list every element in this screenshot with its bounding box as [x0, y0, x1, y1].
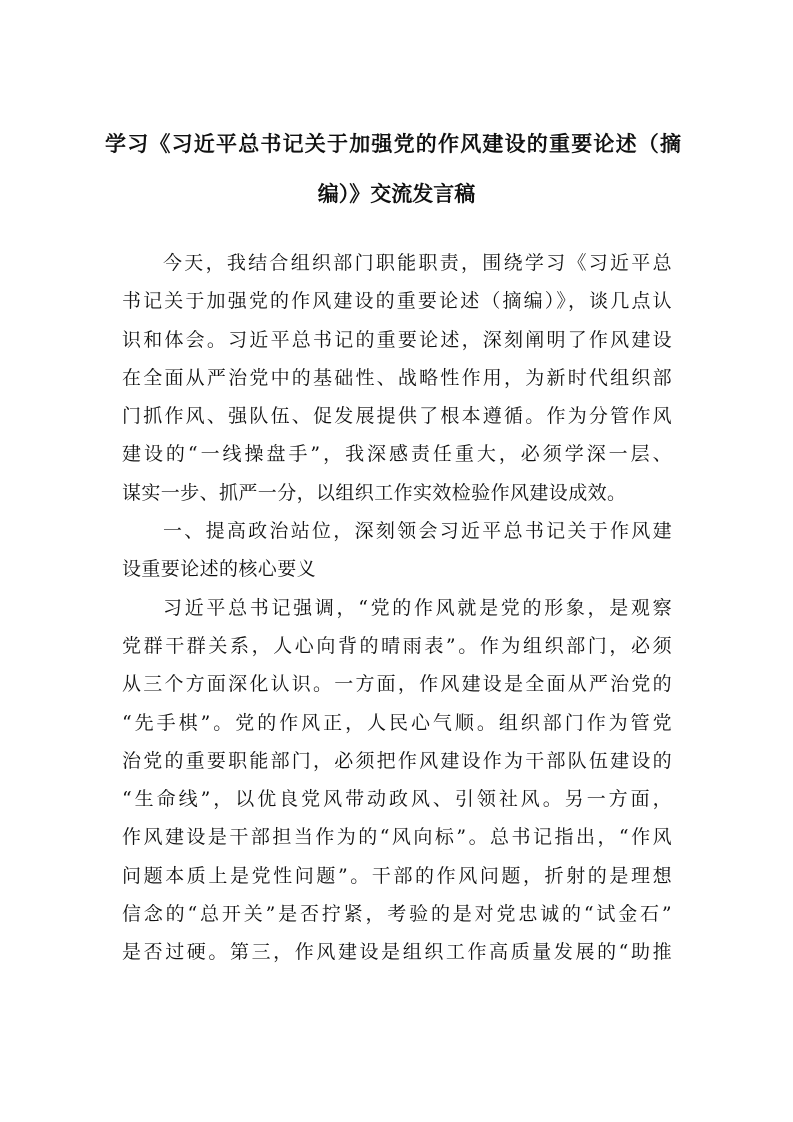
document-title-line-2: 编）》交流发言稿 [317, 181, 476, 206]
body-text-line: 谋实一步、抓严一分，以组织工作实效检验作风建设成效。 [122, 481, 627, 504]
body-text-line: 书记关于加强党的作风建设的重要论述（摘编）》，谈几点认 [122, 290, 672, 313]
body-text-line: 今天，我结合组织部门职能职责，围绕学习《习近平总 [163, 252, 672, 274]
document-title-line-1: 学习《习近平总书记关于加强党的作风建设的重要论述（摘 [105, 131, 683, 156]
body-text-line: 一、提高政治站位，深刻领会习近平总书记关于作风建 [163, 520, 672, 543]
body-text-line: 作风建设是干部担当作为的“风向标”。总书记指出，“作风 [122, 826, 672, 849]
body-text-line: 治党的重要职能部门，必须把作风建设作为干部队伍建设的 [122, 749, 672, 772]
body-text-line: 在全面从严治党中的基础性、战略性作用，为新时代组织部 [122, 366, 672, 389]
body-text-line: 党群干群关系，人心向背的晴雨表”。作为组织部门，必须 [122, 634, 672, 657]
body-text-line: 问题本质上是党性问题”。干部的作风问题，折射的是理想 [122, 864, 672, 887]
body-text-line: 是否过硬。第三，作风建设是组织工作高质量发展的“助推 [122, 941, 672, 964]
body-text-line: 设重要论述的核心要义 [122, 558, 317, 581]
body-text-line: “先手棋”。党的作风正，人民心气顺。组织部门作为管党 [122, 711, 672, 734]
body-text-line: “生命线”，以优良党风带动政风、引领社风。另一方面， [122, 788, 672, 811]
body-text-line: 建设的“一线操盘手”，我深感责任重大，必须学深一层、 [122, 443, 672, 466]
body-text-line: 门抓作风、强队伍、促发展提供了根本遵循。作为分管作风 [122, 405, 672, 428]
body-text-line: 识和体会。习近平总书记的重要论述，深刻阐明了作风建设 [122, 328, 672, 351]
body-text-line: 从三个方面深化认识。一方面，作风建设是全面从严治党的 [122, 673, 672, 696]
body-text-line: 习近平总书记强调，“党的作风就是党的形象，是观察 [163, 596, 672, 619]
document-body [122, 244, 672, 972]
body-text-line: 信念的“总开关”是否拧紧，考验的是对党忠诚的“试金石” [122, 903, 672, 926]
